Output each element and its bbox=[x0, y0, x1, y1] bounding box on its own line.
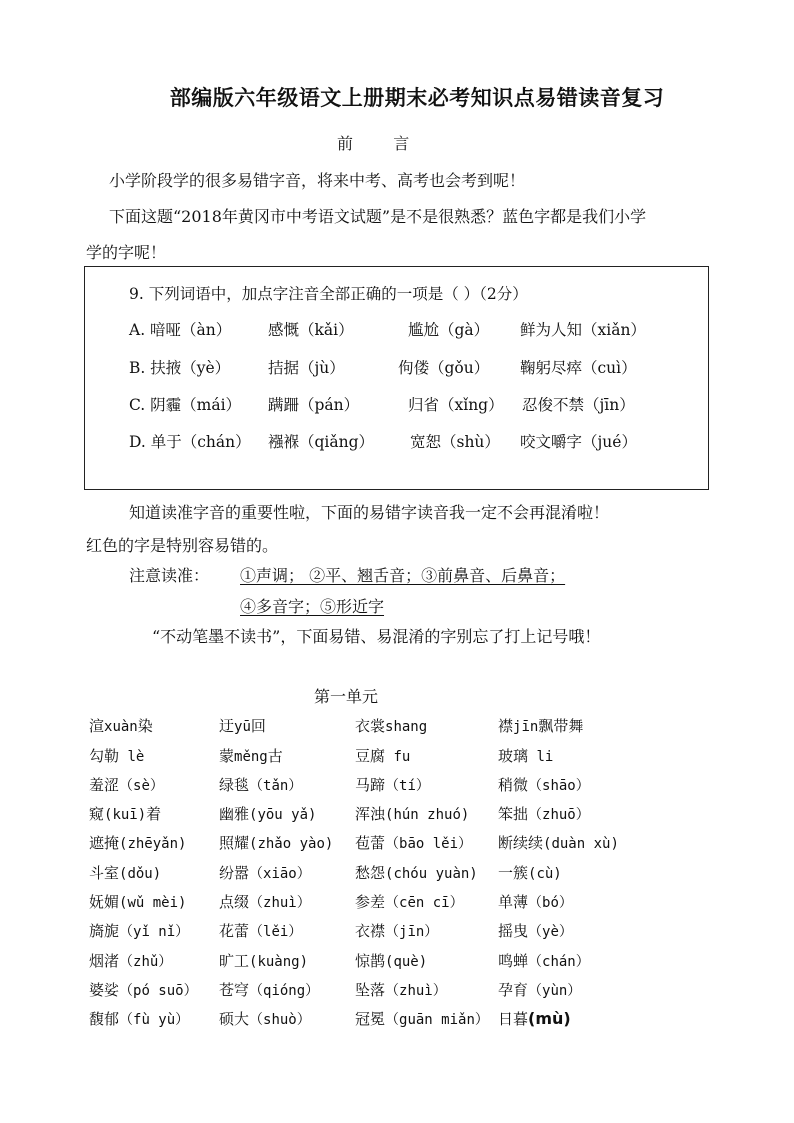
word-entry bbox=[89, 979, 198, 1000]
word-chars: 冠冕 bbox=[355, 1010, 386, 1028]
word-pinyin: （yǐ nǐ） bbox=[119, 924, 190, 940]
word-entry bbox=[498, 920, 573, 941]
option-a-1: A. 喑哑（àn） bbox=[129, 321, 232, 339]
option-c-2: 蹒跚（pán） bbox=[268, 396, 360, 414]
unit-title: 第一单元 bbox=[314, 687, 379, 706]
option-b-4: 鞠躬尽瘁（cuì） bbox=[520, 359, 637, 377]
word-chars: 照耀 bbox=[219, 834, 250, 852]
word-pinyin: (hún zhuó) bbox=[385, 807, 470, 823]
word-chars: 蒙 bbox=[219, 747, 235, 765]
word-entry bbox=[219, 745, 283, 766]
word-pinyin: li bbox=[528, 749, 554, 765]
word-chars: 斗室 bbox=[89, 864, 120, 882]
word-chars: 日暮 bbox=[498, 1010, 529, 1028]
word-chars: 花蕾 bbox=[219, 922, 250, 940]
word-chars: 鸣蝉 bbox=[498, 952, 529, 970]
word-entry bbox=[498, 715, 583, 736]
word-pinyin: jīn bbox=[513, 719, 539, 735]
intro-line-2: 下面这题“2018年黄冈市中考语文试题”是不是很熟悉？蓝色字都是我们小学 bbox=[109, 207, 647, 226]
word-entry bbox=[219, 920, 302, 941]
option-a-3: 尴尬（gà） bbox=[408, 321, 490, 339]
word-entry bbox=[498, 979, 581, 1000]
word-entry bbox=[89, 774, 164, 795]
word-chars: 一簇 bbox=[498, 864, 529, 882]
word-entry bbox=[498, 832, 619, 853]
word-chars: 坠落 bbox=[355, 981, 386, 999]
word-chars: 苍穹 bbox=[219, 981, 250, 999]
option-d-1: D. 单于（chán） bbox=[129, 433, 251, 451]
word-entry bbox=[219, 979, 319, 1000]
word-chars: 稍微 bbox=[498, 776, 529, 794]
word-entry bbox=[89, 950, 172, 971]
word-pinyin: (mù) bbox=[528, 1009, 571, 1028]
word-chars: 遮掩 bbox=[89, 834, 120, 852]
word-entry bbox=[498, 745, 553, 766]
word-entry bbox=[355, 803, 469, 824]
word-pinyin: (kuī) bbox=[104, 807, 147, 823]
word-entry bbox=[355, 715, 427, 736]
word-pinyin: (què) bbox=[385, 954, 428, 970]
word-entry bbox=[355, 774, 430, 795]
word-entry bbox=[89, 862, 161, 883]
word-chars: 笨拙 bbox=[498, 805, 529, 823]
word-entry bbox=[219, 715, 266, 736]
word-pinyin: （tí） bbox=[385, 778, 430, 794]
option-d-3: 宽恕（shù） bbox=[410, 433, 500, 451]
word-entry bbox=[355, 862, 478, 883]
word-pinyin: （cēn cī） bbox=[385, 895, 464, 911]
word-entry bbox=[89, 891, 186, 912]
notice-line-1: ①声调； ②平、翘舌音；③前鼻音、后鼻音； bbox=[240, 566, 566, 585]
word-pinyin: （yùn） bbox=[528, 983, 582, 999]
word-entry bbox=[89, 745, 144, 766]
word-pinyin: （bāo lěi） bbox=[385, 836, 473, 852]
option-a-4: 鲜为人知（xiǎn） bbox=[520, 321, 646, 339]
word-pinyin: （shuò） bbox=[249, 1012, 311, 1028]
reminder-line: “不动笔墨不读书”，下面易错、易混淆的字别忘了打上记号哦！ bbox=[152, 627, 601, 646]
word-pinyin: (duàn xù) bbox=[543, 836, 619, 852]
word-entry bbox=[89, 803, 161, 824]
word-chars: 绿毯 bbox=[219, 776, 250, 794]
word-chars-after: 回 bbox=[250, 717, 266, 735]
word-pinyin: （qióng） bbox=[249, 983, 320, 999]
word-pinyin: （pó suō） bbox=[119, 983, 198, 999]
word-entry bbox=[89, 832, 186, 853]
word-chars: 硕大 bbox=[219, 1010, 250, 1028]
notice-line-2: ④多音字；⑤形近字 bbox=[240, 597, 385, 616]
word-chars-after: 古 bbox=[267, 747, 283, 765]
option-a-2: 感慨（kǎi） bbox=[268, 321, 354, 339]
option-d-4: 咬文嚼字（jué） bbox=[520, 433, 637, 451]
notice-label: 注意读准： bbox=[129, 566, 210, 585]
word-chars: 馥郁 bbox=[89, 1010, 120, 1028]
word-chars: 浑浊 bbox=[355, 805, 386, 823]
question-stem: 9. 下列词语中，加点字注音全部正确的一项是（ ）（2分） bbox=[129, 285, 528, 303]
word-entry bbox=[498, 803, 590, 824]
word-pinyin: （chán） bbox=[528, 954, 590, 970]
word-entry bbox=[498, 862, 562, 883]
word-chars: 勾勒 bbox=[89, 747, 120, 765]
word-entry bbox=[355, 979, 447, 1000]
option-c-4: 忍俊不禁（jīn） bbox=[522, 396, 635, 414]
word-entry bbox=[355, 920, 438, 941]
word-chars: 玻璃 bbox=[498, 747, 529, 765]
word-pinyin: （shāo） bbox=[528, 778, 590, 794]
word-pinyin: （lěi） bbox=[249, 924, 303, 940]
word-pinyin: （tǎn） bbox=[249, 778, 303, 794]
word-chars: 孕育 bbox=[498, 981, 529, 999]
word-pinyin: (kuàng) bbox=[249, 954, 309, 970]
word-pinyin: （bó） bbox=[528, 895, 573, 911]
word-chars: 纷嚣 bbox=[219, 864, 250, 882]
word-entry bbox=[219, 832, 333, 853]
word-chars: 摇曳 bbox=[498, 922, 529, 940]
word-entry bbox=[355, 1008, 489, 1029]
word-chars: 襟 bbox=[498, 717, 514, 735]
word-chars: 点缀 bbox=[219, 893, 250, 911]
word-chars: 马蹄 bbox=[355, 776, 386, 794]
word-entry bbox=[498, 1008, 571, 1029]
option-b-3: 佝偻（gǒu） bbox=[398, 359, 490, 377]
word-entry bbox=[219, 1008, 311, 1029]
word-chars-after: 着 bbox=[146, 805, 162, 823]
word-chars-after: 染 bbox=[137, 717, 153, 735]
word-pinyin: （zhuì） bbox=[385, 983, 447, 999]
word-entry bbox=[89, 715, 153, 736]
option-d-2: 襁褓（qiǎng） bbox=[268, 433, 375, 451]
page-title: 部编版六年级语文上册期末必考知识点易错读音复习 bbox=[169, 85, 665, 110]
word-pinyin: (chóu yuàn) bbox=[385, 866, 478, 882]
preface-heading bbox=[337, 131, 409, 154]
word-pinyin: (wǔ mèi) bbox=[119, 895, 187, 911]
word-entry bbox=[89, 1008, 189, 1029]
word-chars: 衣裳 bbox=[355, 717, 386, 735]
word-chars: 愁怨 bbox=[355, 864, 386, 882]
word-pinyin: （sè） bbox=[119, 778, 164, 794]
word-chars: 惊鹊 bbox=[355, 952, 386, 970]
word-pinyin: （zhǔ） bbox=[119, 954, 173, 970]
word-entry bbox=[355, 832, 472, 853]
word-entry bbox=[219, 891, 311, 912]
intro-line-3: 学的字呢！ bbox=[86, 243, 167, 262]
word-pinyin: (dǒu) bbox=[119, 866, 162, 882]
word-pinyin: （guān miǎn） bbox=[385, 1012, 489, 1028]
word-entry bbox=[219, 950, 308, 971]
word-pinyin: (yōu yǎ) bbox=[249, 807, 317, 823]
word-pinyin: (cù) bbox=[528, 866, 562, 882]
word-pinyin: （zhuì） bbox=[249, 895, 311, 911]
word-pinyin: fu bbox=[385, 749, 411, 765]
word-pinyin: (zhēyǎn) bbox=[119, 836, 187, 852]
word-chars: 豆腐 bbox=[355, 747, 386, 765]
preface-char-1: 前 bbox=[337, 134, 354, 153]
word-chars: 参差 bbox=[355, 893, 386, 911]
option-b-1: B. 扶掖（yè） bbox=[129, 359, 231, 377]
word-chars: 迂 bbox=[219, 717, 235, 735]
word-chars: 羞涩 bbox=[89, 776, 120, 794]
word-chars: 旖旎 bbox=[89, 922, 120, 940]
word-pinyin: xuàn bbox=[104, 719, 138, 735]
word-chars: 婆娑 bbox=[89, 981, 120, 999]
option-c-3: 归省（xǐng） bbox=[408, 396, 504, 414]
word-entry bbox=[355, 891, 464, 912]
word-pinyin: (zhǎo yào) bbox=[249, 836, 334, 852]
word-entry bbox=[355, 950, 427, 971]
word-entry bbox=[355, 745, 410, 766]
word-pinyin: （jīn） bbox=[385, 924, 439, 940]
word-pinyin: shang bbox=[385, 719, 428, 735]
word-entry bbox=[498, 774, 590, 795]
word-pinyin: （zhuō） bbox=[528, 807, 590, 823]
word-entry bbox=[89, 920, 189, 941]
intro-line-1: 小学阶段学的很多易错字音，将来中考、高考也会考到呢！ bbox=[109, 171, 526, 190]
word-pinyin: （xiāo） bbox=[249, 866, 311, 882]
word-chars: 衣襟 bbox=[355, 922, 386, 940]
after-line-1: 知道读准字音的重要性啦，下面的易错字读音我一定不会再混淆啦！ bbox=[129, 503, 610, 522]
word-pinyin: lè bbox=[119, 749, 145, 765]
word-pinyin: měng bbox=[234, 749, 268, 765]
option-c-1: C. 阴霾（mái） bbox=[129, 396, 242, 414]
word-chars: 窥 bbox=[89, 805, 105, 823]
option-b-2: 拮据（jù） bbox=[268, 359, 345, 377]
word-chars: 旷工 bbox=[219, 952, 250, 970]
word-chars-after: 飘带舞 bbox=[538, 717, 584, 735]
word-pinyin: （yè） bbox=[528, 924, 573, 940]
word-entry bbox=[219, 803, 316, 824]
word-chars: 渲 bbox=[89, 717, 105, 735]
word-entry bbox=[498, 950, 590, 971]
preface-char-2: 言 bbox=[393, 134, 410, 153]
word-entry bbox=[219, 774, 302, 795]
word-chars: 苞蕾 bbox=[355, 834, 386, 852]
word-chars: 单薄 bbox=[498, 893, 529, 911]
word-chars: 妩媚 bbox=[89, 893, 120, 911]
word-entry bbox=[498, 891, 573, 912]
after-line-2: 红色的字是特别容易错的。 bbox=[86, 536, 279, 555]
word-entry bbox=[219, 862, 311, 883]
word-chars: 烟渚 bbox=[89, 952, 120, 970]
word-chars: 幽雅 bbox=[219, 805, 250, 823]
word-pinyin: yū bbox=[234, 719, 251, 735]
word-pinyin: （fù yù） bbox=[119, 1012, 190, 1028]
word-chars: 断续续 bbox=[498, 834, 544, 852]
